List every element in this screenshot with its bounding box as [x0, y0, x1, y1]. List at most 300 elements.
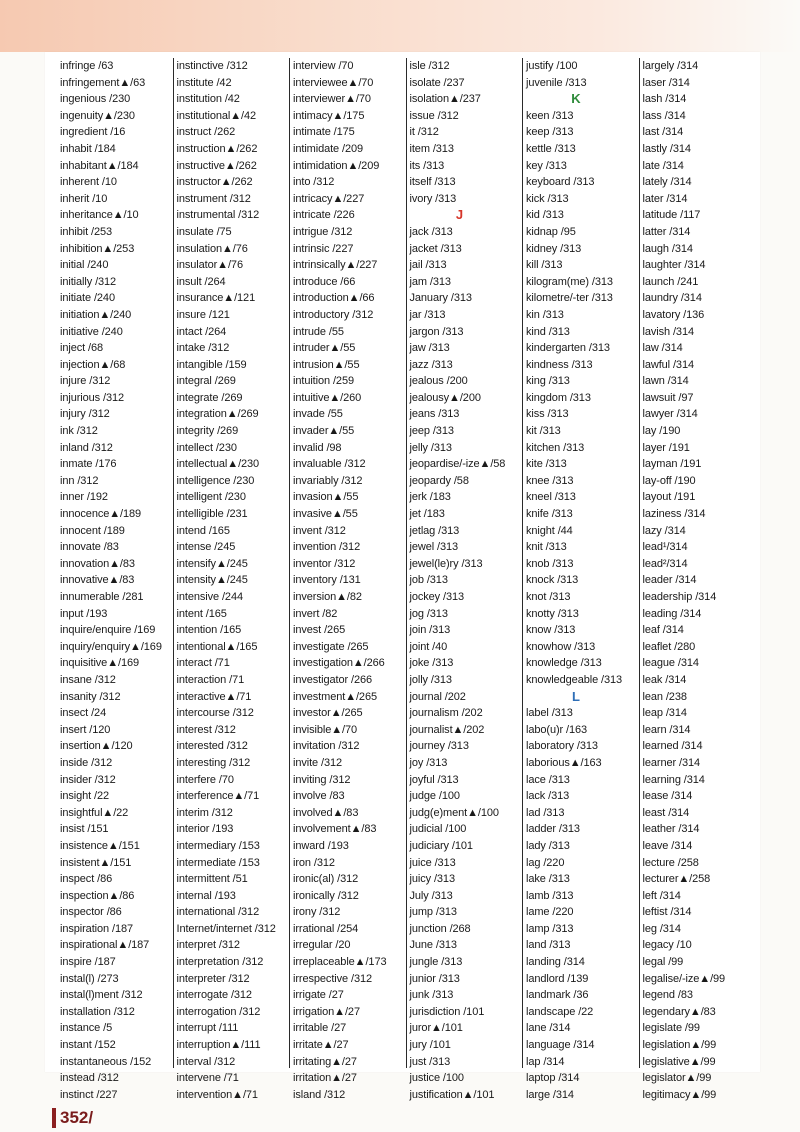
index-entry: interrogation /312: [176, 1005, 261, 1018]
index-entry: land /313: [526, 939, 571, 952]
index-entry: issue /312: [409, 109, 459, 122]
index-entry: jump /313: [409, 906, 457, 919]
index-entry: instant /152: [60, 1039, 116, 1052]
index-entry: intensify▲/245: [176, 557, 248, 570]
index-entry: intend /165: [176, 524, 230, 537]
index-entry: lawyer /314: [642, 408, 698, 421]
index-entry: layman /191: [642, 458, 702, 471]
index-entry: January /313: [409, 292, 472, 305]
index-entry: instinctive /312: [176, 60, 248, 72]
index-entry: intruder▲/55: [293, 342, 356, 355]
index-entry: interfere /70: [176, 773, 234, 786]
index-entry: invite /312: [293, 756, 343, 769]
index-entry: lavish /314: [642, 325, 694, 338]
index-entry: lady /313: [526, 839, 570, 852]
index-entry: ingenious /230: [60, 93, 131, 106]
index-entry: latitude /117: [642, 209, 701, 222]
index-entry: legislator▲/99: [642, 1072, 712, 1085]
index-entry: judge /100: [409, 790, 460, 803]
index-entry: kindergarten /313: [526, 342, 610, 355]
index-entry: instantaneous /152: [60, 1055, 152, 1068]
index-entry: lad /313: [526, 806, 565, 819]
index-entry: inject /68: [60, 342, 104, 355]
index-entry: last /314: [642, 126, 684, 139]
index-entry: infringement▲/63: [60, 76, 146, 89]
index-entry: label /313: [526, 707, 573, 720]
index-entry: justice /100: [409, 1072, 464, 1085]
index-entry: invention /312: [293, 541, 361, 554]
index-entry: kick /313: [526, 192, 569, 205]
index-entry: ironically /312: [293, 889, 359, 902]
index-entry: inner /192: [60, 491, 108, 504]
index-entry: instrument /312: [176, 192, 251, 205]
index-entry: innovate /83: [60, 541, 119, 554]
index-entry: largely /314: [642, 60, 699, 72]
index-entry: leaflet /280: [642, 640, 696, 653]
index-entry: laziness /314: [642, 508, 706, 521]
index-entry: instruction▲/262: [176, 142, 258, 155]
index-entry: intuition /259: [293, 375, 354, 388]
index-entry: introduction▲/66: [293, 292, 375, 305]
index-entry: intact /264: [176, 325, 227, 338]
index-entry: leader /314: [642, 574, 697, 587]
index-entry: jam /313: [409, 275, 451, 288]
index-entry: kin /313: [526, 308, 564, 321]
index-entry: irrational /254: [293, 922, 359, 935]
index-entry: keep /313: [526, 126, 574, 139]
index-entry: joke /313: [409, 657, 454, 670]
index-entry: instructor▲/262: [176, 176, 253, 189]
index-entry: inquire/enquire /169: [60, 624, 156, 637]
index-entry: interpretation /312: [176, 956, 264, 969]
index-entry: interview /70: [293, 60, 354, 72]
index-entry: invasive▲/55: [293, 508, 358, 521]
index-entry: interactive▲/71: [176, 690, 252, 703]
index-entry: justification▲/101: [409, 1088, 495, 1101]
index-entry: intangible /159: [176, 358, 247, 371]
index-entry: juror▲/101: [409, 1022, 463, 1035]
index-entry: jacket /313: [409, 242, 462, 255]
index-entry: kit /313: [526, 425, 561, 438]
index-entry: intrusion▲/55: [293, 358, 360, 371]
index-entry: interaction /71: [176, 673, 245, 686]
index-entry: invent /312: [293, 524, 346, 537]
index-entry: interested /312: [176, 740, 248, 753]
index-entry: intricate /226: [293, 209, 355, 222]
index-entry: invader▲/55: [293, 425, 355, 438]
index-entry: knotty /313: [526, 607, 579, 620]
column-1: [57, 58, 174, 1101]
index-entry: ingenuity▲/230: [60, 109, 135, 122]
index-entry: landscape /22: [526, 1005, 594, 1018]
index-entry: lamp /313: [526, 922, 574, 935]
index-entry: jewel(le)ry /313: [409, 557, 483, 570]
index-entry: leather /314: [642, 823, 700, 836]
index-entry: instance /5: [60, 1022, 113, 1035]
index-entry: interrogate /312: [176, 989, 252, 1002]
index-entry: learn /314: [642, 723, 691, 736]
index-entry: initiation▲/240: [60, 308, 132, 321]
index-entry: inspector /86: [60, 906, 122, 919]
index-entry: isle /312: [409, 60, 450, 72]
index-entry: inversion▲/82: [293, 591, 362, 603]
index-entry: kettle /313: [526, 142, 576, 155]
index-entry: irrigation▲/27: [293, 1005, 360, 1018]
index-entry: inland /312: [60, 441, 113, 454]
index-entry: lecture /258: [642, 856, 699, 869]
index-entry: investigator /266: [293, 673, 373, 686]
index-entry: insightful▲/22: [60, 806, 129, 819]
index-entry: jeopardise/-ize▲/58: [409, 458, 506, 471]
index-entry: intrigue /312: [293, 225, 353, 238]
index-entry: junior /313: [409, 972, 460, 985]
index-entry: lawful /314: [642, 358, 694, 371]
index-entry: interior /193: [176, 823, 234, 836]
index-entry: instead /312: [60, 1072, 119, 1085]
index-entry: inspection▲/86: [60, 889, 135, 902]
index-entry: intermittent /51: [176, 873, 248, 886]
index-entry: interrupt /111: [176, 1022, 239, 1035]
index-entry: introduce /66: [293, 275, 356, 288]
index-entry: jolly /313: [409, 673, 452, 686]
index-entry: ironic(al) /312: [293, 873, 359, 886]
index-entry: knock /313: [526, 574, 579, 587]
index-entry: interviewer▲/70: [293, 93, 371, 106]
index-entry: inward /193: [293, 839, 349, 852]
index-entry: investment▲/265: [293, 690, 377, 703]
index-entry: lake /313: [526, 873, 570, 886]
column-6: [640, 58, 757, 1101]
index-entry: invalid /98: [293, 441, 342, 454]
index-entry: laughter /314: [642, 259, 706, 272]
index-entry: ink /312: [60, 425, 98, 438]
index-entry: into /312: [293, 176, 335, 189]
index-entry: leaf /314: [642, 624, 684, 637]
index-entry: interruption▲/111: [176, 1039, 261, 1052]
page-number: [52, 1108, 93, 1128]
index-entry: lace /313: [526, 773, 570, 786]
index-entry: knob /313: [526, 557, 574, 570]
index-entry: key /313: [526, 159, 567, 172]
index-entry: insist /151: [60, 823, 109, 836]
index-entry: initial /240: [60, 259, 109, 272]
index-entry: jurisdiction /101: [409, 1005, 485, 1018]
index-entry: instal(l)ment /312: [60, 989, 143, 1002]
index-entry: inn /312: [60, 474, 99, 487]
index-entry: interact /71: [176, 657, 230, 670]
index-entry: leg /314: [642, 922, 681, 935]
index-entry: instruct /262: [176, 126, 236, 139]
index-entry: inventor /312: [293, 557, 356, 570]
index-entry: interval /312: [176, 1055, 236, 1068]
index-entry: intelligible /231: [176, 508, 248, 521]
index-entry: interest /312: [176, 723, 236, 736]
index-entry: inspire /187: [60, 956, 116, 969]
index-entry: junk /313: [409, 989, 454, 1002]
index-entry: intuitive▲/260: [293, 391, 362, 404]
index-entry: irritating▲/27: [293, 1055, 357, 1068]
index-entry: lean /238: [642, 690, 687, 703]
index-entry: introductory /312: [293, 308, 374, 321]
index-entry: insight /22: [60, 790, 110, 803]
index-entry: instructive▲/262: [176, 159, 257, 172]
index-entry: king /313: [526, 375, 570, 388]
index-entry: legislate /99: [642, 1022, 700, 1035]
index-entry: interim /312: [176, 806, 233, 819]
index-entry: internal /193: [176, 889, 236, 902]
column-3: [290, 58, 407, 1101]
index-entry: learner /314: [642, 756, 701, 769]
index-entry: knit /313: [526, 541, 567, 554]
index-entry: law /314: [642, 342, 683, 355]
index-entry: lazy /314: [642, 524, 686, 537]
top-color-band: [0, 0, 800, 52]
index-entry: job /313: [409, 574, 448, 587]
index-entry: intimidation▲/209: [293, 159, 380, 172]
index-entry: initially /312: [60, 275, 117, 288]
index-entry: July /313: [409, 889, 453, 902]
index-entry: intensive /244: [176, 591, 243, 603]
index-entry: infringe /63: [60, 60, 114, 72]
index-entry: laugh /314: [642, 242, 693, 255]
index-entry: invaluable /312: [293, 458, 366, 471]
index-entry: intermediary /153: [176, 839, 260, 852]
section-letter-k: K: [571, 91, 581, 107]
index-entry: justify /100: [526, 60, 578, 72]
index-entry: insect /24: [60, 707, 107, 720]
index-entry: ladder /313: [526, 823, 580, 836]
index-entry: kilogram(me) /313: [526, 275, 613, 288]
index-entry: intelligent /230: [176, 491, 246, 504]
index-entry: interpret /312: [176, 939, 240, 952]
index-entry: journalist▲/202: [409, 723, 485, 736]
index-entry: kidnap /95: [526, 225, 576, 238]
index-entry: knot /313: [526, 591, 571, 603]
index-entry: jealousy▲/200: [409, 391, 481, 404]
index-entry: joint /40: [409, 640, 448, 653]
index-entry: lavatory /136: [642, 308, 705, 321]
index-entry: intrinsically▲/227: [293, 259, 378, 272]
index-entry: instinct /227: [60, 1088, 118, 1101]
index-entry: intervention▲/71: [176, 1088, 258, 1101]
index-entry: initiate /240: [60, 292, 115, 305]
index-entry: jeopardy /58: [409, 474, 469, 487]
index-entry: intrude /55: [293, 325, 344, 338]
index-entry: layer /191: [642, 441, 690, 454]
index-entry: insulator▲/76: [176, 259, 243, 272]
index-entry: inhibition▲/253: [60, 242, 135, 255]
index-entry: Internet/internet /312: [176, 922, 276, 935]
index-entry: latter /314: [642, 225, 691, 238]
index-entry: irrigate /27: [293, 989, 344, 1002]
index-entry: juicy /313: [409, 873, 455, 886]
index-entry: lawn /314: [642, 375, 689, 388]
index-entry: inspirational▲/187: [60, 939, 150, 952]
index-entry: isolation▲/237: [409, 93, 481, 106]
index-entry: instal(l) /273: [60, 972, 119, 985]
index-entry: leap /314: [642, 707, 687, 720]
index-entry: inhabit /184: [60, 142, 116, 155]
index-entry: judiciary /101: [409, 839, 473, 852]
index-entry: jealous /200: [409, 375, 468, 388]
index-entry: involved▲/83: [293, 806, 359, 819]
index-entry: iron /312: [293, 856, 335, 869]
index-entry: kingdom /313: [526, 391, 591, 404]
index-entry: insistent▲/151: [60, 856, 132, 869]
index-entry: intellectual▲/230: [176, 458, 260, 471]
index-entry: kidney /313: [526, 242, 582, 255]
index-entry: landing /314: [526, 956, 585, 969]
index-entry: lass /314: [642, 109, 686, 122]
index-entry: lag /220: [526, 856, 565, 869]
index-entry: kilometre/-ter /313: [526, 292, 613, 305]
index-entry: jeep /313: [409, 425, 454, 438]
index-entry: kid /313: [526, 209, 564, 222]
index-entry: leave /314: [642, 839, 693, 852]
index-entry: lack /313: [526, 790, 570, 803]
index-entry: island /312: [293, 1088, 346, 1101]
index-entry: input /193: [60, 607, 108, 620]
index-entry: jaw /313: [409, 342, 450, 355]
index-entry: jail /313: [409, 259, 447, 272]
index-entry: kind /313: [526, 325, 570, 338]
index-entry: late /314: [642, 159, 684, 172]
index-entry: intimacy▲/175: [293, 109, 365, 122]
column-5: [523, 58, 640, 1101]
index-entry: laser /314: [642, 76, 690, 89]
index-entry: irony /312: [293, 906, 341, 919]
index-entry: irritable /27: [293, 1022, 347, 1035]
index-entry: lately /314: [642, 176, 692, 189]
index-entry: irritation▲/27: [293, 1072, 357, 1085]
section-letter-l: L: [572, 688, 580, 704]
index-entry: initiative /240: [60, 325, 123, 338]
index-entry: kiss /313: [526, 408, 569, 421]
index-entry: intent /165: [176, 607, 227, 620]
index-entry: layout /191: [642, 491, 696, 504]
index-entry: kneel /313: [526, 491, 576, 504]
index-entry: leak /314: [642, 673, 687, 686]
index-entry: intricacy▲/227: [293, 192, 365, 205]
index-entry: later /314: [642, 192, 688, 205]
index-entry: know /313: [526, 624, 576, 637]
index-entry: irregular /20: [293, 939, 351, 952]
index-entry: invasion▲/55: [293, 491, 359, 504]
index-entry: jetlag /313: [409, 524, 460, 537]
index-entry: inside /312: [60, 756, 113, 769]
index-entry: item /313: [409, 142, 454, 155]
index-entry: legal /99: [642, 956, 684, 969]
index-entry: its /313: [409, 159, 445, 172]
index-entry: laboratory /313: [526, 740, 598, 753]
index-entry: innocent /189: [60, 524, 125, 537]
index-entry: interpreter /312: [176, 972, 250, 985]
index-entry: jog /313: [409, 607, 448, 620]
index-entry: lame /220: [526, 906, 574, 919]
index-entry: invitation /312: [293, 740, 360, 753]
page-number-text: 352/: [60, 1108, 94, 1127]
index-entry: intellect /230: [176, 441, 237, 454]
index-entry: junction /268: [409, 922, 471, 935]
index-entry: integrate /269: [176, 391, 243, 404]
index-entry: insertion▲/120: [60, 740, 133, 753]
index-entry: intelligence /230: [176, 474, 255, 487]
index-entry: invisible▲/70: [293, 723, 358, 736]
index-entry: inventory /131: [293, 574, 361, 587]
index-entry: inhibit /253: [60, 225, 113, 238]
index-entry: intentional▲/165: [176, 640, 258, 653]
index-entry: landmark /36: [526, 989, 589, 1002]
index-entry: insanity /312: [60, 690, 121, 703]
index-entry: intermediate /153: [176, 856, 260, 869]
index-entry: innovation▲/83: [60, 557, 135, 570]
index-entry: irreplaceable▲/173: [293, 956, 387, 969]
index-entry: landlord /139: [526, 972, 589, 985]
index-entry: insider /312: [60, 773, 116, 786]
index-entry: invert /82: [293, 607, 338, 620]
index-entry: jerk /183: [409, 491, 451, 504]
index-entry: language /314: [526, 1039, 595, 1052]
index-entry: kill /313: [526, 259, 563, 272]
index-entry: jargon /313: [409, 325, 464, 338]
index-entry: jury /101: [409, 1039, 451, 1052]
index-entry: integrity /269: [176, 425, 239, 438]
index-entry: involve /83: [293, 790, 345, 803]
index-entry: inheritance▲/10: [60, 209, 139, 222]
index-entry: intrinsic /227: [293, 242, 354, 255]
index-entry: knife /313: [526, 508, 573, 521]
index-entry: ingredient /16: [60, 126, 126, 139]
index-entry: lane /314: [526, 1022, 571, 1035]
index-entry: knowhow /313: [526, 640, 596, 653]
index-entry: lawsuit /97: [642, 391, 694, 404]
index-entry: inspect /86: [60, 873, 113, 886]
index-entry: insure /121: [176, 308, 230, 321]
index-entry: laptop /314: [526, 1072, 580, 1085]
index-entry: jockey /313: [409, 591, 465, 603]
index-entry: leading /314: [642, 607, 702, 620]
index-entry: legislation▲/99: [642, 1039, 717, 1052]
index-entry: judicial /100: [409, 823, 467, 836]
index-entry: innovative▲/83: [60, 574, 135, 587]
index-entry: journalism /202: [409, 707, 483, 720]
index-entry: interesting /312: [176, 756, 251, 769]
index-entry: injurious /312: [60, 391, 125, 404]
index-entry: kite /313: [526, 458, 567, 471]
index-entry: injection▲/68: [60, 358, 126, 371]
index-entry: intensity▲/245: [176, 574, 248, 587]
index-entry: legalise/-ize▲/99: [642, 972, 726, 985]
index-entry: intimidate /209: [293, 142, 364, 155]
index-entry: institution /42: [176, 93, 240, 106]
index-entry: jazz /313: [409, 358, 453, 371]
index-entry: invariably /312: [293, 474, 363, 487]
index-entry: lay /190: [642, 425, 681, 438]
index-entry: inhabitant▲/184: [60, 159, 139, 172]
index-entry: joyful /313: [409, 773, 459, 786]
index-entry: journey /313: [409, 740, 469, 753]
index-entry: keen /313: [526, 109, 574, 122]
index-entry: institute /42: [176, 76, 232, 89]
index-entry: lead²/314: [642, 557, 688, 570]
index-entry: investigate /265: [293, 640, 369, 653]
index-entry: institutional▲/42: [176, 109, 257, 122]
index-entry: learned /314: [642, 740, 703, 753]
index-entry: juvenile /313: [526, 76, 587, 89]
index-entry: inquiry/enquiry▲/169: [60, 640, 162, 653]
index-entry: intimate /175: [293, 126, 355, 139]
index-entry: knight /44: [526, 524, 573, 537]
